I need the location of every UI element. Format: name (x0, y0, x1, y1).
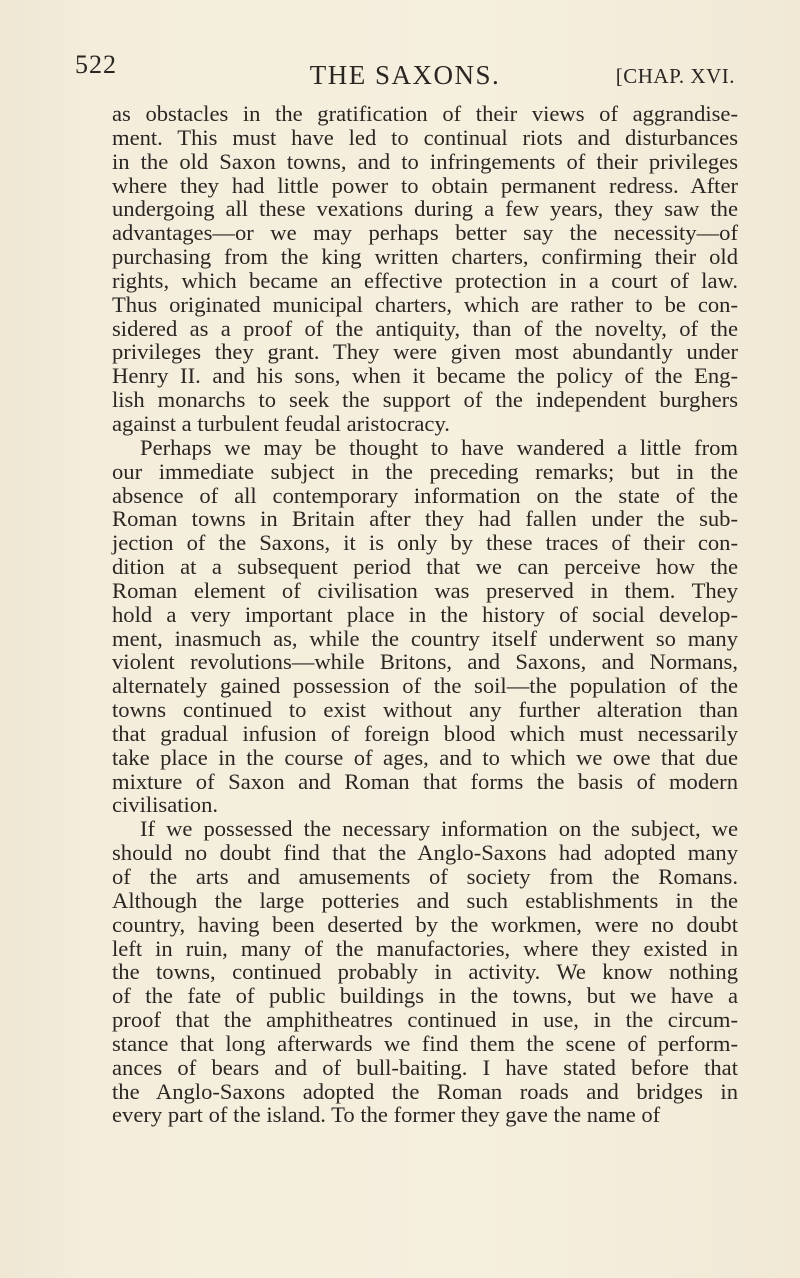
text-line: should no doubt find that the Anglo-Saxons had adopted many (112, 840, 738, 866)
paragraph (112, 436, 738, 818)
text-line: hold a very important place in the history of social develop- (112, 601, 738, 627)
text-line: mixture of Saxon and Roman that forms the basis of modern (112, 768, 738, 794)
text-line: undergoing all these vexations during a few years, they saw the (112, 196, 738, 222)
text-line: violent revolutions—while Britons, and Saxons, and Normans, (112, 649, 738, 675)
text-line: ances of bears and of bull-baiting. I have stated before that (112, 1054, 738, 1080)
text-line: dition at a subsequent period that we can perceive how the (112, 554, 738, 580)
text-line: rights, which became an effective protection in a court of law. (112, 267, 738, 293)
text-line: ment, inasmuch as, while the country itself underwent so many (112, 625, 738, 651)
text-line: Although the large potteries and such establishments in the (112, 887, 738, 913)
text-line: Roman towns in Britain after they had fallen under the sub- (112, 506, 738, 532)
text-line: every part of the island. To the former they gave the name of (112, 1102, 661, 1128)
text-line: country, having been deserted by the workmen, were no doubt (112, 911, 738, 937)
body-text (112, 102, 738, 1127)
text-line: Henry II. and his sons, when it became the policy of the Eng- (112, 363, 738, 389)
text-line: left in ruin, many of the manufactories, where they existed in (112, 935, 738, 961)
chapter-reference: [CHAP. XVI. (615, 64, 735, 88)
text-line: jection of the Saxons, it is only by these traces of their con- (112, 530, 738, 556)
text-line: of the fate of public buildings in the towns, but we have a (112, 983, 738, 1009)
text-line: Roman element of civilisation was preserved in them. They (112, 577, 738, 603)
text-line: Perhaps we may be thought to have wandered a little from (140, 434, 738, 460)
text-line: where they had little power to obtain permanent redress. After (112, 172, 738, 198)
text-line: purchasing from the king written charters, confirming their old (112, 244, 738, 270)
text-line: as obstacles in the gratification of their views of aggrandise- (112, 101, 738, 126)
text-line: stance that long afterwards we find them the scene of perform- (112, 1030, 738, 1056)
running-title: THE SAXONS. (309, 60, 501, 90)
text-line: the Anglo-Saxons adopted the Roman roads and bridges in (112, 1078, 738, 1104)
text-line: If we possessed the necessary information on the subject, we (140, 816, 738, 842)
paragraph (112, 102, 738, 436)
text-line: against a turbulent feudal aristocracy. (112, 410, 450, 436)
text-line: in the old Saxon towns, and to infringements of their privileges (112, 148, 738, 174)
text-line: Thus originated municipal charters, which are rather to be con- (112, 291, 738, 317)
text-line: that gradual infusion of foreign blood which must necessarily (112, 720, 738, 746)
text-line: of the arts and amusements of society from the Romans. (112, 864, 738, 889)
text-line: privileges they grant. They were given most abundantly under (112, 339, 738, 365)
text-line: the towns, continued probably in activity. We know nothing (112, 959, 738, 985)
text-line: advantages—or we may perhaps better say the necessity—of (112, 220, 738, 246)
text-line: ment. This must have led to continual riots and disturbances (112, 124, 738, 150)
page-number: 522 (75, 50, 117, 79)
page-header (75, 50, 735, 90)
text-line: our immediate subject in the preceding remarks; but in the (112, 458, 738, 484)
text-line: civilisation. (112, 792, 219, 818)
text-line: absence of all contemporary information on the state of the (112, 482, 738, 508)
text-line: sidered as a proof of the antiquity, than of the novelty, of the (112, 315, 738, 341)
text-line: towns continued to exist without any further alteration than (112, 697, 738, 723)
text-line: proof that the amphitheatres continued in use, in the circum- (112, 1007, 738, 1033)
paragraph (112, 817, 738, 1127)
text-line: take place in the course of ages, and to which we owe that due (112, 744, 738, 770)
text-line: lish monarchs to seek the support of the independent burghers (112, 387, 738, 413)
text-line: alternately gained possession of the soil—the population of the (112, 673, 738, 699)
